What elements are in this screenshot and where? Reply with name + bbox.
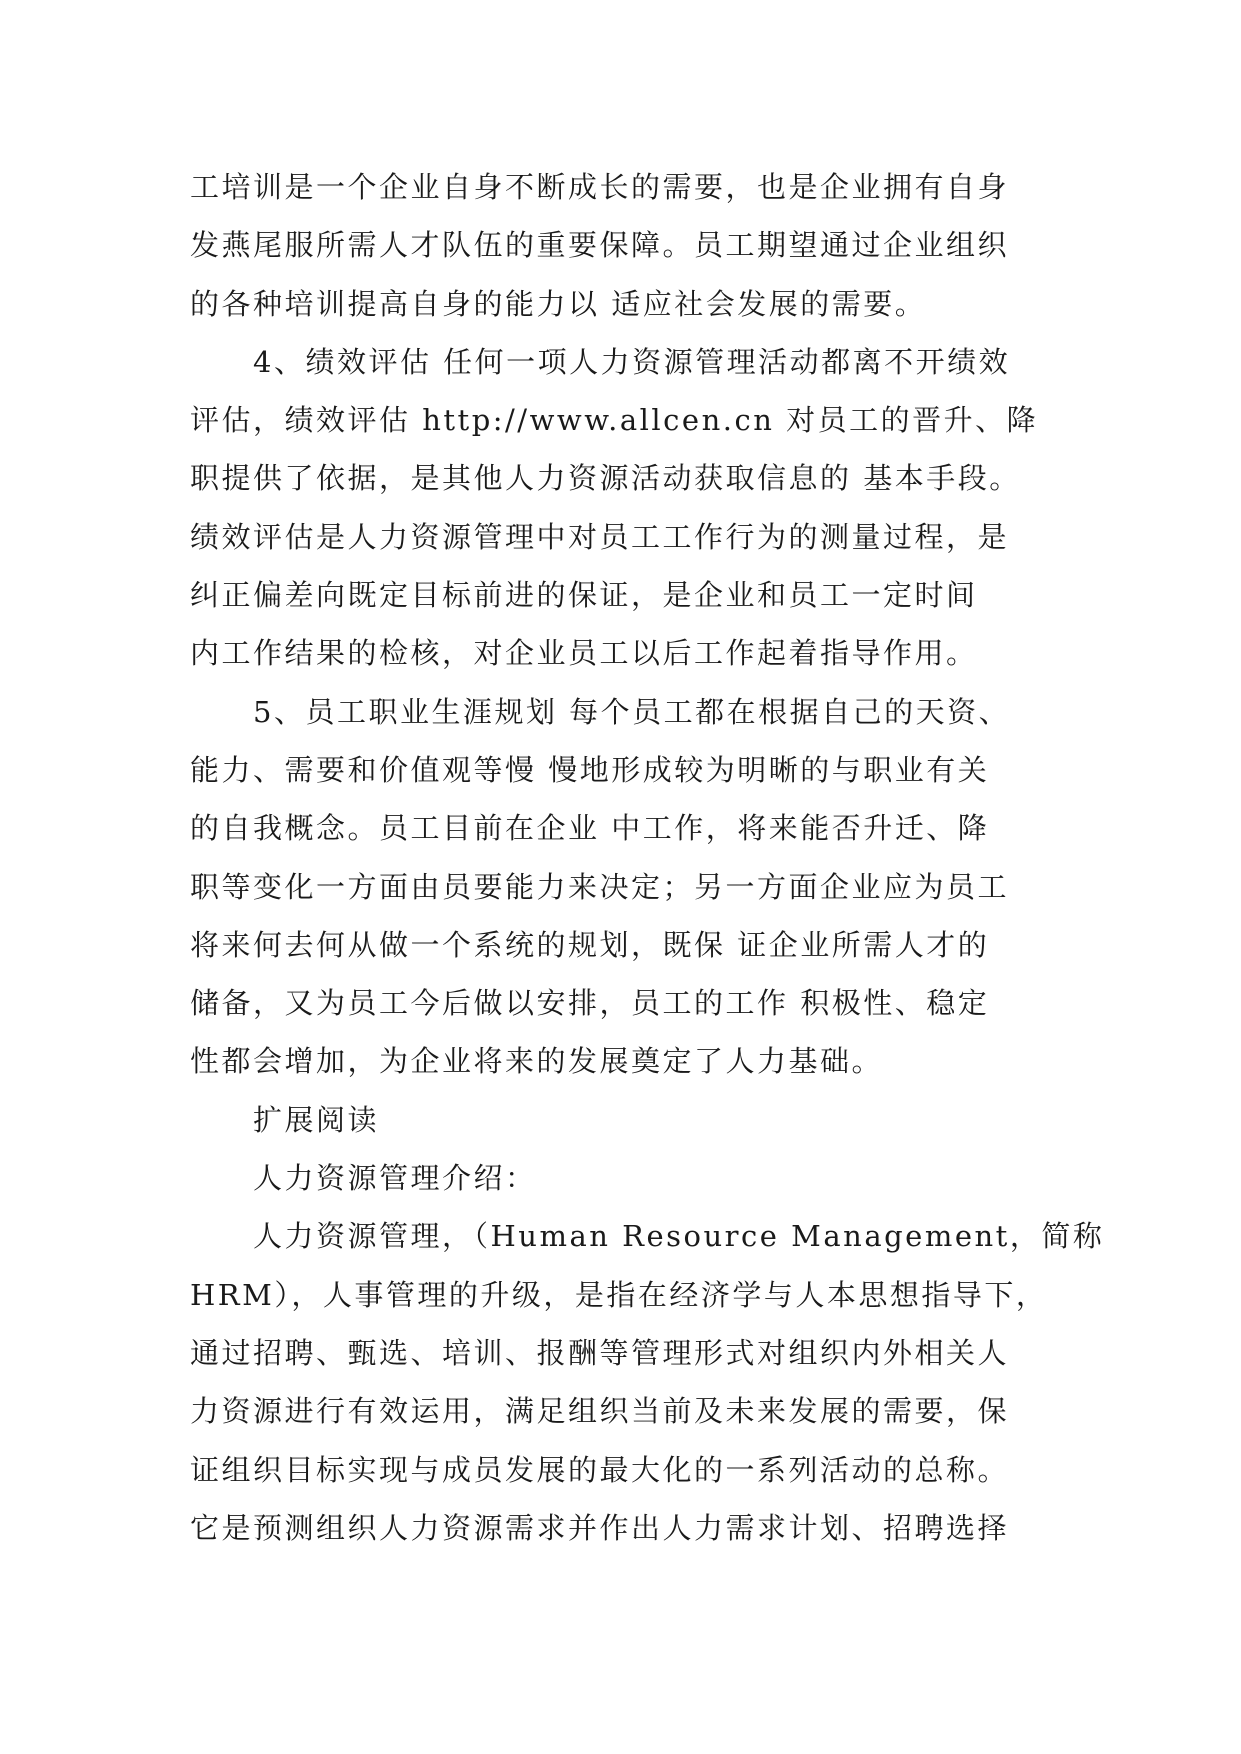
text-line: 职等变化一方面由员要能力来决定；另一方面企业应为员工 bbox=[190, 869, 1010, 904]
text-line: 工培训是一个企业自身不断成长的需要，也是企业拥有自身 bbox=[190, 170, 1010, 204]
text-line: 将来何去何从做一个系统的规划，既保 证企业所需人才的 bbox=[190, 927, 990, 962]
text-line: 性都会增加，为企业将来的发展奠定了人力基础。 bbox=[190, 1044, 884, 1079]
text-line: 通过招聘、甄选、培训、报酬等管理形式对组织内外相关人 bbox=[190, 1335, 1010, 1370]
text-line: 证组织目标实现与成员发展的最大化的一系列活动的总称。 bbox=[190, 1452, 1010, 1487]
text-line: 发燕尾服所需人才队伍的重要保障。员工期望通过企业组织 bbox=[190, 228, 1010, 263]
text-line: 能力、需要和价值观等慢 慢地形成较为明晰的与职业有关 bbox=[190, 752, 990, 787]
text-line: 绩效评估是人力资源管理中对员工工作行为的测量过程，是 bbox=[190, 519, 1010, 554]
text-line: 4、绩效评估 任何一项人力资源管理活动都离不开绩效 bbox=[190, 344, 1011, 379]
text-line: 储备，又为员工今后做以安排，员工的工作 积极性、稳定 bbox=[190, 986, 990, 1021]
text-line: 它是预测组织人力资源需求并作出人力需求计划、招聘选择 bbox=[190, 1510, 1010, 1545]
text-line: 纠正偏差向既定目标前进的保证，是企业和员工一定时间 bbox=[190, 578, 978, 613]
text-line: 评估，绩效评估 http://www.allcen.cn 对员工的晋升、降 bbox=[190, 403, 1039, 438]
text-line: 5、员工职业生涯规划 每个员工都在根据自己的天资、 bbox=[190, 694, 1011, 729]
section-heading: 扩展阅读 bbox=[190, 1102, 380, 1137]
text-line: 的各种培训提高自身的能力以 适应社会发展的需要。 bbox=[190, 286, 927, 321]
text-line: 职提供了依据，是其他人力资源活动获取信息的 基本手段。 bbox=[190, 461, 1021, 496]
text-line: HRM），人事管理的升级，是指在经济学与人本思想指导下， bbox=[190, 1277, 1048, 1312]
text-line: 内工作结果的检核，对企业员工以后工作起着指导作用。 bbox=[190, 636, 978, 671]
text-line: 人力资源管理，（Human Resource Management，简称 bbox=[190, 1219, 1105, 1254]
text-line: 的自我概念。员工目前在企业 中工作，将来能否升迁、降 bbox=[190, 811, 990, 846]
text-line: 力资源进行有效运用，满足组织当前及未来发展的需要，保 bbox=[190, 1394, 1010, 1429]
body-text bbox=[190, 158, 1105, 1557]
subsection-heading: 人力资源管理介绍： bbox=[190, 1161, 537, 1196]
